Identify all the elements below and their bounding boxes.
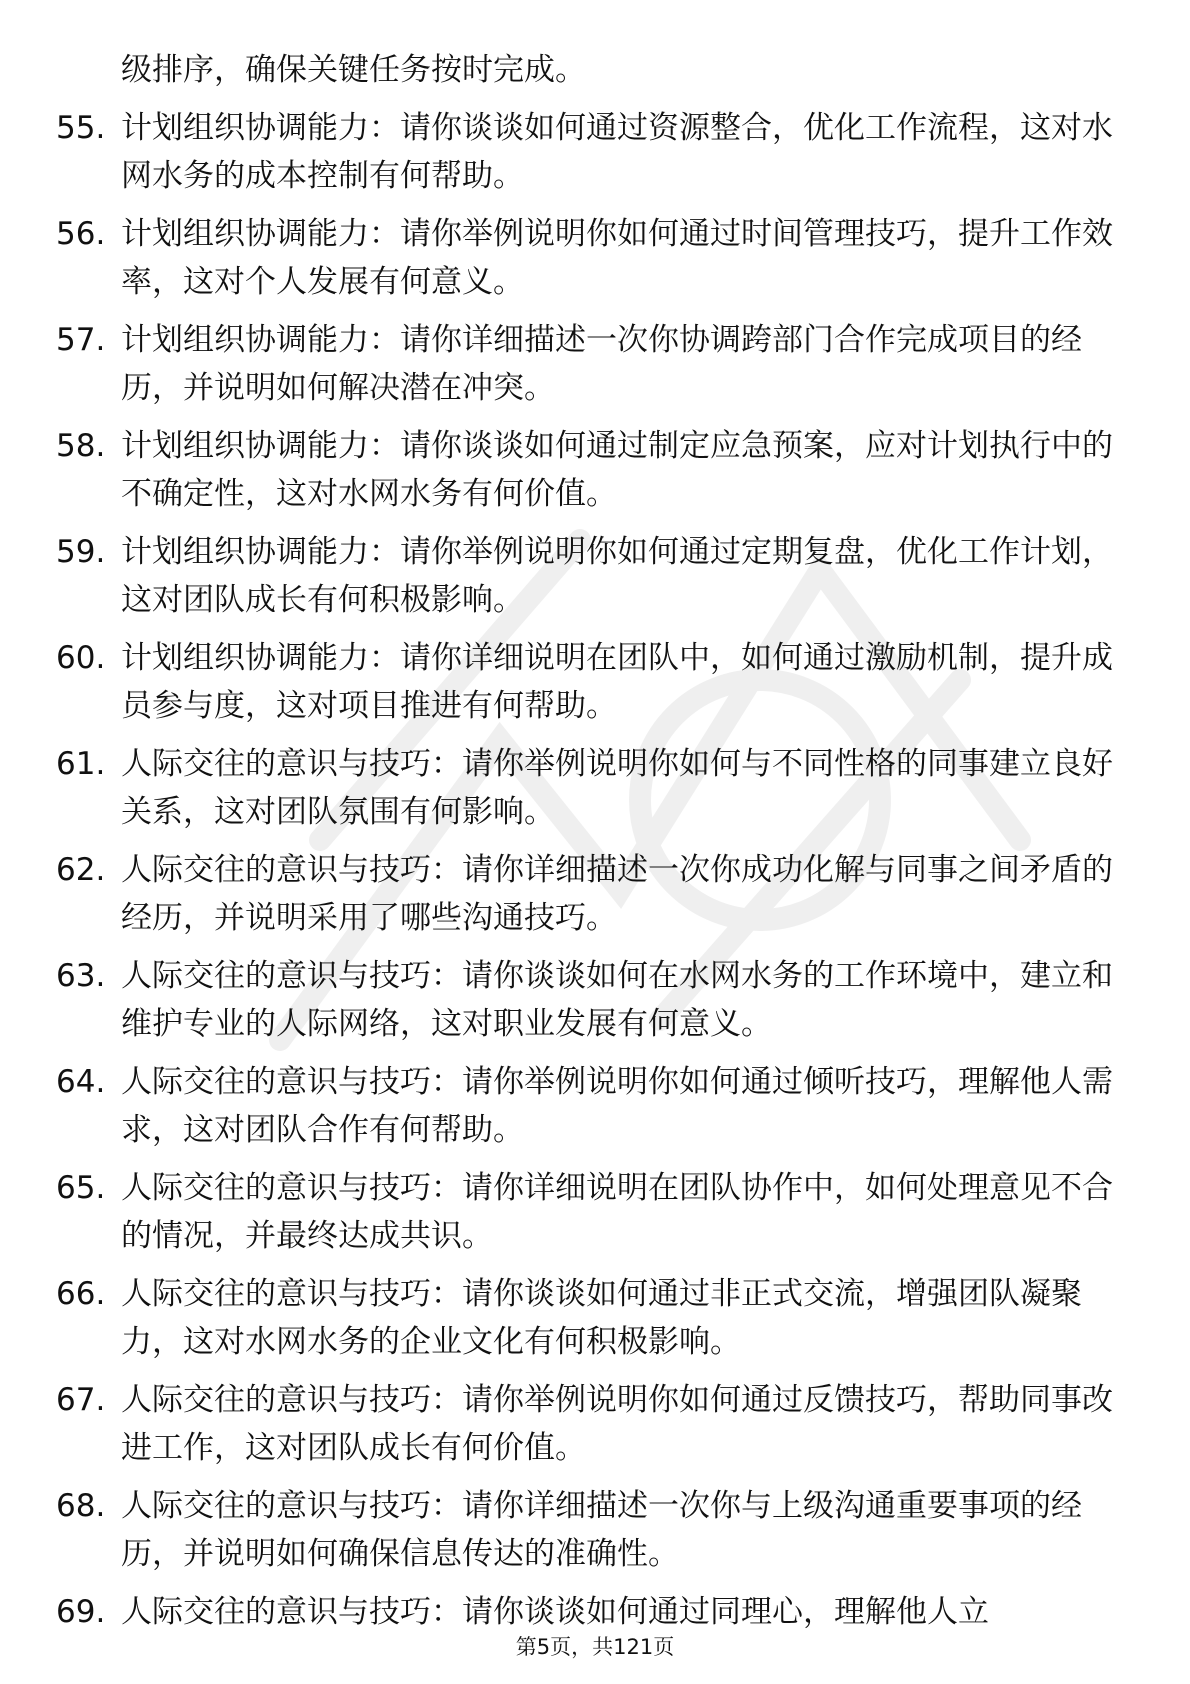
continuation-text: 级排序，确保关键任务按时完成。 [121, 52, 586, 88]
question-number: 58. [56, 428, 106, 464]
list-item [56, 1058, 1116, 1154]
list-item [56, 634, 1116, 730]
list-item [56, 740, 1116, 836]
page-footer: 第5页，共121页 [515, 1635, 675, 1659]
question-text: 计划组织协调能力：请你谈谈如何通过制定应急预案，应对计划执行中的不确定性，这对水网水务有何价值。 [121, 428, 1113, 512]
question-text: 人际交往的意识与技巧：请你详细描述一次你与上级沟通重要事项的经历，并说明如何确保信息传达的准确性。 [121, 1488, 1082, 1572]
list-item [56, 1588, 1116, 1636]
question-number: 62. [56, 852, 106, 888]
question-text: 人际交往的意识与技巧：请你详细说明在团队协作中，如何处理意见不合的情况，并最终达成共识。 [121, 1170, 1113, 1254]
question-text: 人际交往的意识与技巧：请你详细描述一次你成功化解与同事之间矛盾的经历，并说明采用了哪些沟通技巧。 [121, 852, 1113, 936]
list-item [56, 1482, 1116, 1578]
question-number: 65. [56, 1170, 106, 1206]
list-item [56, 952, 1116, 1048]
question-text: 人际交往的意识与技巧：请你谈谈如何在水网水务的工作环境中，建立和维护专业的人际网络，这对职业发展有何意义。 [121, 958, 1113, 1042]
document-body [56, 46, 1116, 1646]
question-number: 56. [56, 216, 106, 252]
list-item [56, 1270, 1116, 1366]
list-item [56, 846, 1116, 942]
question-text: 人际交往的意识与技巧：请你谈谈如何通过非正式交流，增强团队凝聚力，这对水网水务的企业文化有何积极影响。 [121, 1276, 1082, 1360]
question-number: 63. [56, 958, 106, 994]
question-text: 人际交往的意识与技巧：请你举例说明你如何通过倾听技巧，理解他人需求，这对团队合作有何帮助。 [121, 1064, 1113, 1148]
question-text: 人际交往的意识与技巧：请你谈谈如何通过同理心，理解他人立 [121, 1594, 989, 1630]
question-text: 计划组织协调能力：请你举例说明你如何通过时间管理技巧，提升工作效率，这对个人发展有何意义。 [121, 216, 1113, 300]
question-number: 55. [56, 110, 106, 146]
question-text: 计划组织协调能力：请你详细描述一次你协调跨部门合作完成项目的经历，并说明如何解决潜在冲突。 [121, 322, 1082, 406]
question-text: 计划组织协调能力：请你举例说明你如何通过定期复盘，优化工作计划，这对团队成长有何积极影响。 [121, 534, 1113, 618]
question-list [56, 104, 1116, 1636]
question-number: 59. [56, 534, 106, 570]
question-text: 人际交往的意识与技巧：请你举例说明你如何通过反馈技巧，帮助同事改进工作，这对团队成长有何价值。 [121, 1382, 1113, 1466]
question-number: 67. [56, 1382, 106, 1418]
list-item [56, 1164, 1116, 1260]
question-text: 计划组织协调能力：请你谈谈如何通过资源整合，优化工作流程，这对水网水务的成本控制有何帮助。 [121, 110, 1113, 194]
list-item [56, 316, 1116, 412]
question-text: 人际交往的意识与技巧：请你举例说明你如何与不同性格的同事建立良好关系，这对团队氛围有何影响。 [121, 746, 1113, 830]
list-item [56, 422, 1116, 518]
list-item [56, 528, 1116, 624]
question-number: 69. [56, 1594, 106, 1630]
list-item [56, 1376, 1116, 1472]
question-number: 64. [56, 1064, 106, 1100]
list-item [56, 210, 1116, 306]
question-number: 66. [56, 1276, 106, 1312]
question-number: 61. [56, 746, 106, 782]
question-text: 计划组织协调能力：请你详细说明在团队中，如何通过激励机制，提升成员参与度，这对项目推进有何帮助。 [121, 640, 1113, 724]
question-number: 68. [56, 1488, 106, 1524]
list-item [56, 104, 1116, 200]
question-number: 57. [56, 322, 106, 358]
question-number: 60. [56, 640, 106, 676]
